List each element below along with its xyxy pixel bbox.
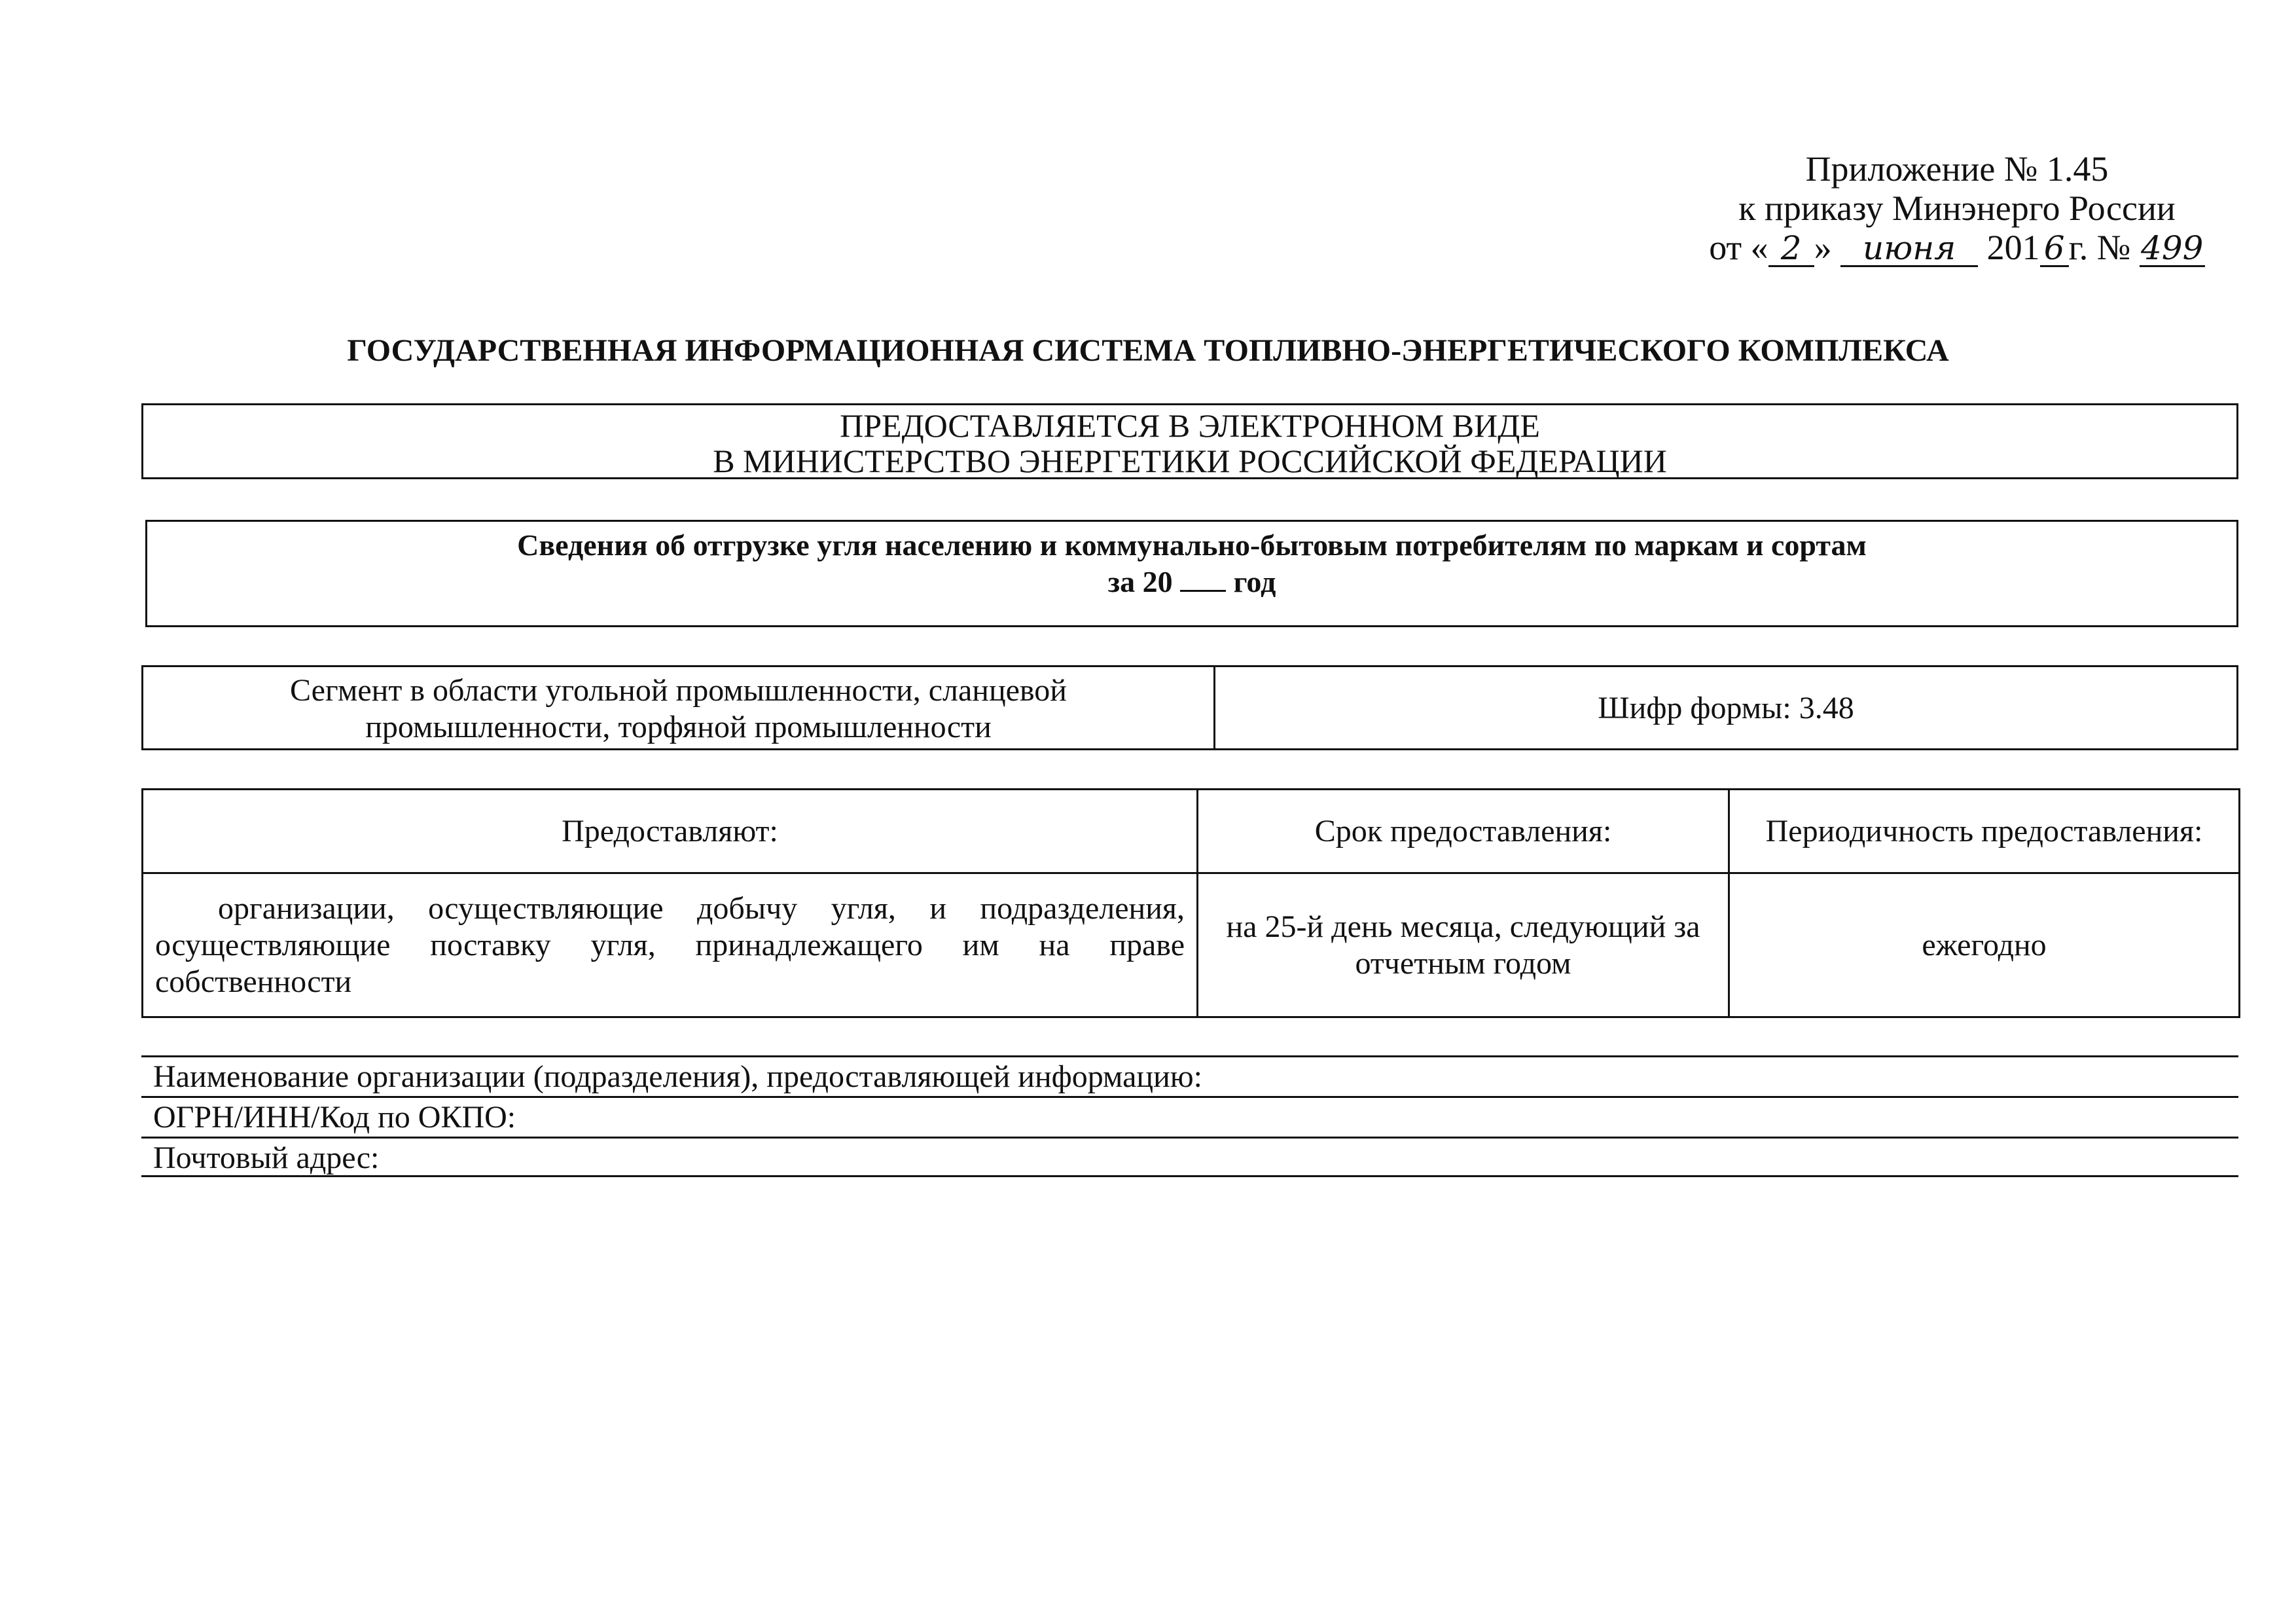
header-submitters: Предоставляют: xyxy=(143,790,1198,873)
cell-frequency: ежегодно xyxy=(1729,873,2240,1017)
date-mid: » xyxy=(1814,228,1832,267)
segment-box xyxy=(141,665,2238,750)
submission-info-table xyxy=(141,788,2240,1018)
field-postal-address: Почтовый адрес: xyxy=(141,1137,2238,1177)
period-prefix: за 20 xyxy=(1107,565,1173,598)
annex-number: Приложение № 1.45 xyxy=(1805,149,2109,189)
table-header-row xyxy=(143,790,2240,873)
header-deadline: Срок предоставления: xyxy=(1198,790,1729,873)
form-code: Шифр формы: 3.48 xyxy=(1598,690,1854,725)
handwritten-day: 2 xyxy=(1768,231,1814,267)
year-prefix: 201 xyxy=(1986,228,2040,267)
segment-line-1: Сегмент в области угольной промышленности, сланцевой xyxy=(290,673,1067,708)
handwritten-year-digit: 6 xyxy=(2040,231,2069,267)
field-organization-name: Наименование организации (подразделения), предоставляющей информацию: xyxy=(141,1055,2238,1096)
form-heading-title: Сведения об отгрузке угля населению и коммунально-бытовым потребителям по маркам и сортам xyxy=(517,528,1867,562)
handwritten-order-number: 499 xyxy=(2140,231,2205,267)
table-row xyxy=(143,873,2240,1017)
cell-deadline: на 25-й день месяца, следующий за отчетным годом xyxy=(1198,873,1729,1017)
period-year-blank xyxy=(1180,565,1226,592)
annex-reference xyxy=(1662,149,2251,267)
year-suffix: г. № xyxy=(2068,228,2131,267)
submission-notice-line-2: В МИНИСТЕРСТВО ЭНЕРГЕТИКИ РОССИЙСКОЙ ФЕДЕРАЦИИ xyxy=(713,443,1667,479)
annex-date-line xyxy=(1662,228,2251,267)
segment-line-2: промышленности, торфяной промышленности xyxy=(365,710,992,744)
document-title: ГОСУДАРСТВЕННАЯ ИНФОРМАЦИОННАЯ СИСТЕМА ТОПЛИВНО-ЭНЕРГЕТИЧЕСКОГО КОМПЛЕКСА xyxy=(347,333,1949,368)
submission-notice-line-1: ПРЕДОСТАВЛЯЕТСЯ В ЭЛЕКТРОННОМ ВИДЕ xyxy=(840,407,1540,444)
form-heading-period xyxy=(147,564,2236,600)
organization-fields xyxy=(141,1055,2238,1177)
form-heading-box xyxy=(145,520,2238,627)
handwritten-month: июня xyxy=(1840,231,1978,267)
date-prefix: от « xyxy=(1709,228,1768,267)
cell-submitters: организации, осуществляющие добычу угля, и подразделения, осуществляющие поставку угля, принадлежащего им на праве собственности xyxy=(143,873,1198,1017)
header-frequency: Периодичность предоставления: xyxy=(1729,790,2240,873)
annex-order-reference: к приказу Минэнерго России xyxy=(1738,189,2176,228)
period-suffix: год xyxy=(1233,565,1276,598)
field-ogrn-inn-okpo: ОГРН/ИНН/Код по ОКПО: xyxy=(141,1096,2238,1137)
submission-notice-box xyxy=(141,403,2238,479)
segment-description xyxy=(143,667,1215,748)
